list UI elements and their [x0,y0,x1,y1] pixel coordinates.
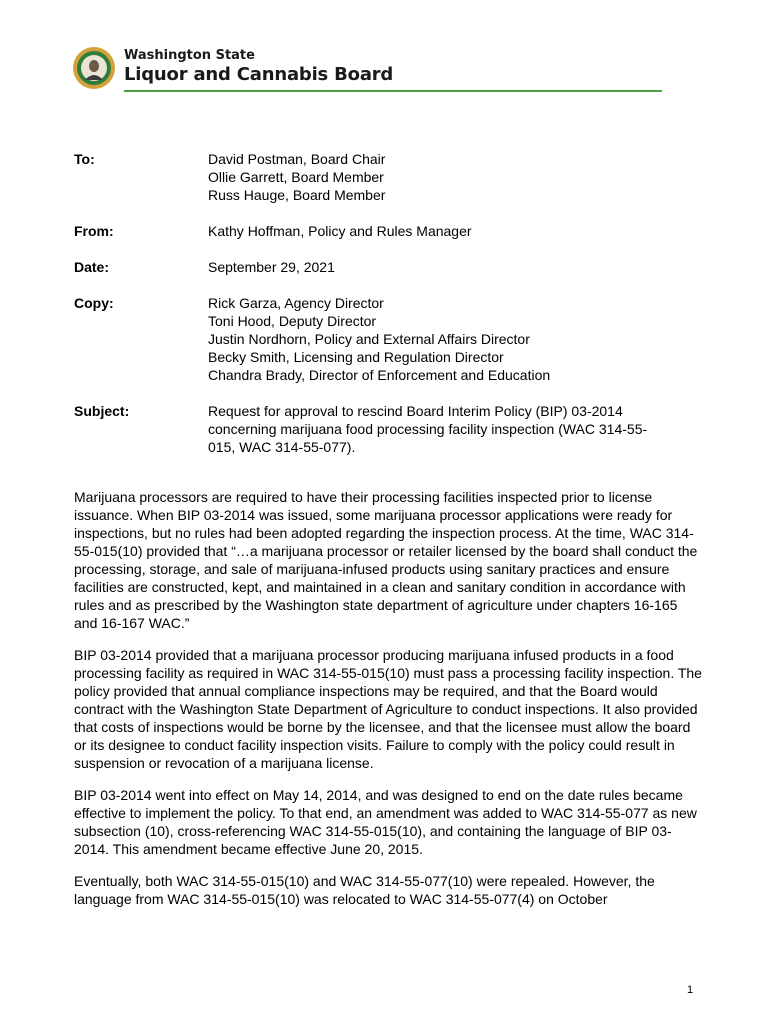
to-row [74,150,694,204]
body-paragraph: Eventually, both WAC 314-55-015(10) and WAC 314-55-077(10) were repealed. However, the language from WAC 314-55-015(10) was relocated to WAC 314-55-077(4) on October [74,873,655,907]
copy-recipient: Chandra Brady, Director of Enforcement and Education [208,367,551,383]
copy-recipient: Becky Smith, Licensing and Regulation Director [208,349,504,365]
copy-recipient: Rick Garza, Agency Director [208,295,384,311]
subject-line: concerning marijuana food processing facility inspection (WAC 314-55- [208,421,648,437]
letterhead [72,44,662,94]
to-recipient: Ollie Garrett, Board Member [208,169,384,185]
org-name-line1: Washington State [124,48,255,63]
state-seal-icon [72,46,116,90]
copy-recipient: Justin Nordhorn, Policy and External Affairs Director [208,331,530,347]
from-value: Kathy Hoffman, Policy and Rules Manager [208,223,472,239]
org-name-line2: Liquor and Cannabis Board [124,64,394,85]
page-number: 1 [687,984,694,996]
body-paragraph: BIP 03-2014 went into effect on May 14, 2014, and was designed to end on the date rules became effective to implement the policy. To that end, an amendment was added to WAC 314-55-077 as new subsection (10), cross-referencing WAC 314-55-015(10), and containing the language of BIP 03-2014. This amendment became effective June 20, 2015. [74,787,697,857]
subject-line: 015, WAC 314-55-077). [208,439,356,455]
memo-header [74,150,694,456]
from-label: From: [74,223,114,239]
date-row [74,258,694,276]
body-paragraph: BIP 03-2014 provided that a marijuana processor producing marijuana infused products in a food processing facility as required in WAC 314-55-015(10) must pass a processing facility inspection. The policy provided that annual compliance inspections may be required, and that the Board would contract with the Washington State Department of Agriculture to conduct inspections. It also provided that costs of inspections would be borne by the licensee, and that the licensee must allow the board or its designee to conduct facility inspection visits. Failure to comply with the policy could result in suspension or revocation of a marijuana license. [74,647,702,771]
from-row [74,222,694,240]
date-label: Date: [74,259,110,275]
memo-body [74,488,704,922]
body-paragraph: Marijuana processors are required to have their processing facilities inspected prior to license issuance. When BIP 03-2014 was issued, some marijuana processor applications were ready for inspections, but no rules had been adopted regarding the inspection process. At the time, WAC 314-55-015(10) provided that “…a marijuana processor or retailer licensed by the board shall conduct the processing, storage, and sale of marijuana-infused products using sanitary practices and ensure facilities are constructed, kept, and maintained in a clean and sanitary condition in accordance with rules and as prescribed by the Washington state department of agriculture under chapters 16-165 and 16-167 WAC.” [74,489,698,631]
subject-line: Request for approval to rescind Board Interim Policy (BIP) 03-2014 [208,403,623,419]
subject-row [74,402,694,456]
copy-row [74,294,694,384]
to-label: To: [74,151,95,167]
subject-label: Subject: [74,403,130,419]
copy-recipient: Toni Hood, Deputy Director [208,313,377,329]
header-rule [124,90,662,92]
copy-label: Copy: [74,295,114,311]
to-recipient: Russ Hauge, Board Member [208,187,386,203]
to-recipient: David Postman, Board Chair [208,151,386,167]
date-value: September 29, 2021 [208,259,335,275]
